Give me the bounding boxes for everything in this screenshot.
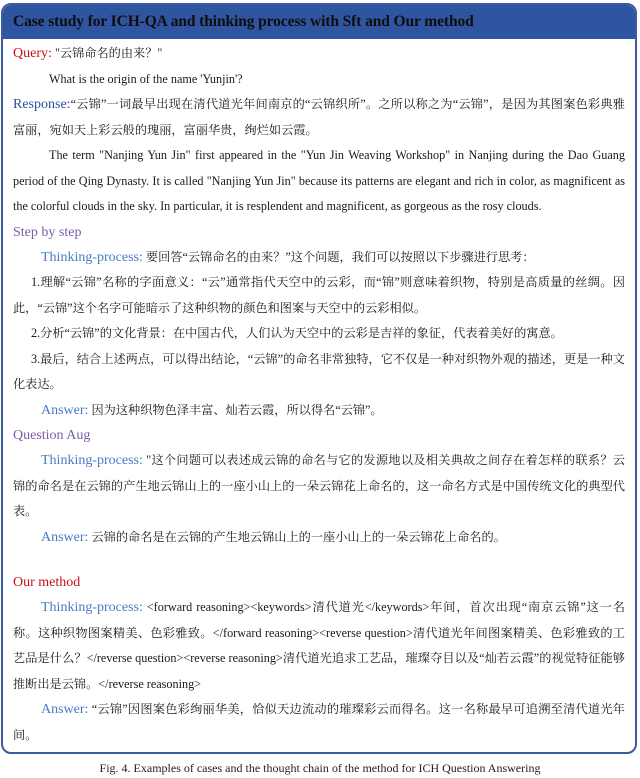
figure-caption: Fig. 4. Examples of cases and the thought chain of the method for ICH Question Answering [99, 761, 541, 775]
our-answer [13, 697, 625, 748]
step-3: 3.最后，结合上述两点，可以得出结论，“云锦”的命名非常独特，它不仅是一种对织物外观的描述，更是一种文化表达。 [13, 351, 625, 391]
answer-label: Answer: [41, 529, 89, 545]
response-zh [13, 92, 625, 143]
step-2: 2.分析“云锦”的文化背景：在中国古代，人们认为天空中的云彩是吉祥的象征，代表着美好的寓意。 [31, 326, 563, 340]
answer-text: 因为这种织物色泽丰富、灿若云霞，所以得名“云锦”。 [88, 402, 383, 417]
aug-answer [13, 525, 625, 551]
card-body [3, 39, 635, 748]
case-study-card [1, 3, 637, 754]
thinking-process-text: "这个问题可以表述成云锦的命名与它的发源地以及相关典故之间存在着怎样的联系？云锦的命名是在云锦的产生地云锦山上的一座小山上的一朵云锦花上命名的，这一命名方式是中国传统文化的典型代表。 [13, 453, 625, 518]
thinking-process-label: Thinking-process: [41, 453, 143, 468]
step-by-step-title: Step by step [13, 224, 82, 240]
answer-label: Answer: [41, 702, 89, 717]
answer-label: Answer: [41, 402, 89, 418]
thinking-process-text: 要回答“云锦命名的由来？”这个问题，我们可以按照以下步骤进行思考： [142, 249, 535, 264]
thinking-process-label: Thinking-process: [41, 600, 143, 615]
step-answer [13, 398, 625, 424]
query-text-zh: "云锦命名的由来？" [51, 46, 163, 60]
response-text-zh: “云锦”一词最早出现在清代道光年间南京的“云锦织所”。之所以称之为“云锦”，是因为其图案色彩典雅富丽，宛如天上彩云般的瑰丽，富丽华贵，绚烂如云霞。 [13, 97, 625, 137]
answer-text: 云锦的命名是在云锦的产生地云锦山上的一座小山上的一朵云锦花上命名的。 [88, 529, 506, 544]
query-label: Query: [13, 46, 52, 61]
step-1: 1.理解“云锦”名称的字面意义：“云”通常指代天空中的云彩，而“锦”则意味着织物，特别是高质量的丝绸。因此，“云锦”这个名字可能暗示了这种织物的颜色和图案与天空中的云彩相似。 [13, 275, 625, 315]
answer-text: “云锦”因图案色彩绚丽华美，恰似天边流动的璀璨彩云而得名。这一名称最早可追溯至清代道光年间。 [13, 702, 625, 742]
query-line [13, 41, 625, 67]
question-aug-title: Question Aug [13, 428, 91, 443]
response-label: Response: [13, 97, 71, 112]
thinking-process-text: <forward reasoning><keywords>清代道光</keywords>年间，首次出现“南京云锦”这一名称。这种织物图案精美、色彩雅致。</forward reasoning><reverse question>清代道光年间图案精美、色彩雅致的工艺品是什么？</reverse question><reverse reasoning>清代道光追求工艺品，璀璨夺目以及“灿若云霞”的视觉特征能够推断出是云锦。</reverse reasoning> [13, 600, 625, 691]
card-header [3, 5, 635, 39]
spacer [13, 550, 625, 570]
response-text-en: The term "Nanjing Yun Jin" first appeared in the "Yun Jin Weaving Workshop" in Nanjing during the Dao Guang period of the Qing Dynasty. It is called "Nanjing Yun Jin" because its patterns are elegant and rich in color, as magnificent as the colorful clouds in the sky. In particular, it is resplendent and magnificent, as gorgeous as the rosy clouds. [13, 148, 625, 213]
step-thinking [13, 245, 625, 271]
card-title: Case study for ICH-QA and thinking process with Sft and Our method [13, 13, 474, 30]
query-text-en: What is the origin of the name 'Yunjin'? [49, 71, 243, 86]
our-thinking [13, 595, 625, 697]
our-method-title: Our method [13, 575, 81, 590]
thinking-process-label: Thinking-process: [41, 249, 143, 265]
aug-thinking [13, 448, 625, 525]
